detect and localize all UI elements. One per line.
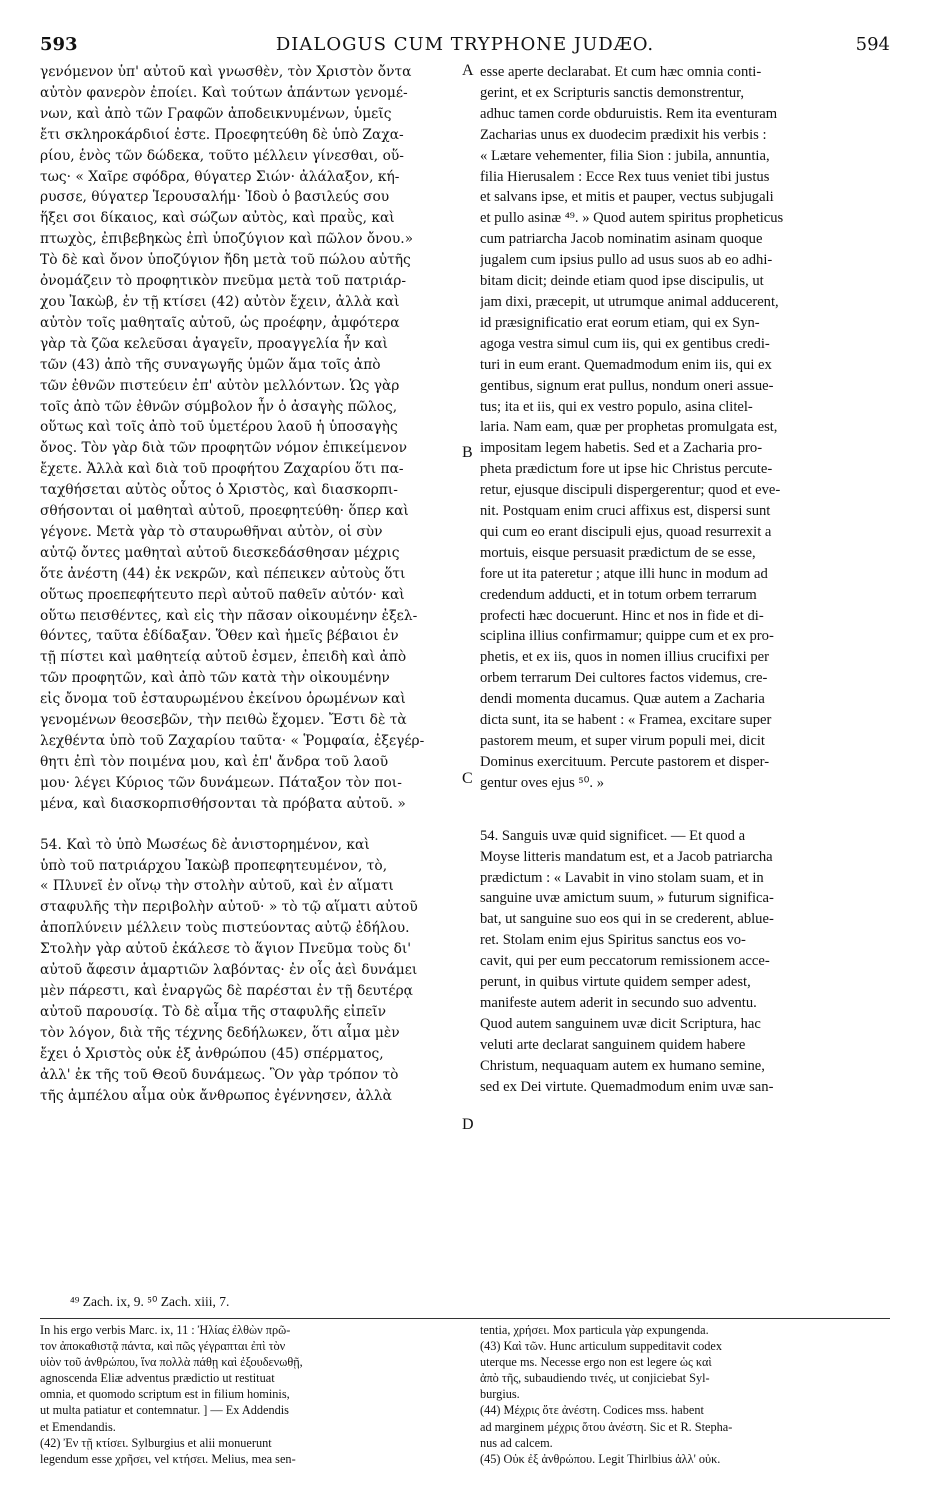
- page-number-left: 593: [40, 34, 78, 55]
- text-line: ἔχετε. Ἀλλὰ καὶ διὰ τοῦ προφήτου Ζαχαρίου ὅτι πα-: [40, 461, 404, 478]
- text-line: θόντες, ταῦτα ἐδίδαξαν. Ὅθεν καὶ ἡμεῖς βέβαιοι ἐν: [40, 628, 399, 645]
- text-line: et pullo asinæ ⁴⁹. » Quod autem spiritus propheticus: [480, 210, 784, 227]
- text-line: « Πλυνεῖ ἐν οἴνῳ τὴν στολὴν αὐτοῦ, καὶ ἐν αἵματι: [40, 878, 394, 895]
- text-line: phetis, et ex iis, quos in nomen illius crucifixi per: [480, 649, 769, 666]
- text-line: ἥξει σοι δίκαιος, καὶ σώζων αὐτὸς, καὶ πραῢς, καὶ: [40, 210, 395, 227]
- text-line: nit. Postquam enim cruci affixus est, dispersi sunt: [480, 503, 771, 520]
- text-line: pastorem meum, et super virum populi mei, dicit: [480, 733, 765, 749]
- text-line: id præsignificatio erat eorum etiam, qui ex Syn-: [480, 314, 760, 331]
- text-line: (44) Μέχρις ὅτε ἀνέστη. Codices mss. habent: [480, 1403, 704, 1418]
- text-line: omnia, et quomodo scriptum est in filium hominis,: [40, 1387, 290, 1402]
- margin-marker-c: C: [462, 770, 473, 787]
- margin-marker-b: B: [462, 444, 473, 461]
- text-line: gentibus, signum erat pullus, nondum oneri assue-: [480, 377, 774, 394]
- text-line: σταφυλῆς τὴν περιβολὴν αὐτοῦ· » τὸ τῷ αἵματι αὐτοῦ: [40, 899, 418, 916]
- text-line: τὸν λόγον, διὰ τῆς τέχνης δεδήλωκεν, ὅτι αἷμα μὲν: [40, 1024, 400, 1041]
- text-line: ρίου, ἑνὸς τῶν δώδεκα, τοῦτο μέλλειν γίνεσθαι, οὕ-: [40, 147, 404, 164]
- text-line: Quod autem sanguinem uvæ dicit Scriptura, hac: [480, 1015, 761, 1032]
- text-line: ἔτι σκληροκάρδιοί ἐστε. Προεφητεύθη δὲ ὑπὸ Ζαχα-: [40, 126, 404, 143]
- text-line: sed ex Dei virtute. Quemadmodum enim uvæ san-: [480, 1078, 774, 1095]
- text-line: αὐτοῦ ἄφεσιν ἁμαρτιῶν λαβόντας· ἐν οἷς ἀεὶ δυνάμει: [40, 962, 418, 979]
- text-line: perunt, in quibus virtute quidem semper adest,: [480, 974, 751, 991]
- text-line: ὄνος. Τὸν γὰρ διὰ τῶν προφητῶν νόμον ἐπικείμενον: [40, 440, 407, 457]
- text-line: τῆς ἀμπέλου αἷμα οὐκ ἄνθρωπος ἐγέννησεν, ἀλλὰ: [40, 1087, 392, 1104]
- latin-column: [480, 62, 890, 1098]
- text-line: αὐτὸν τοῖς μαθηταῖς αὐτοῦ, ὡς προέφην, ἀμφότερα: [40, 314, 400, 331]
- text-line: jugalem cum ipsius pullo ad usus suos ab eo adhi-: [480, 252, 773, 269]
- text-line: ρυσσε, θύγατερ Ἱερουσαλήμ· Ἰδοὺ ὁ βασιλεύς σου: [40, 189, 390, 206]
- text-line: retur, ejusque discipuli dispergerentur; quod et eve-: [480, 482, 781, 499]
- text-line: τως· « Χαῖρε σφόδρα, θύγατερ Σιών· ἀλάλαξον, κή-: [40, 168, 400, 185]
- scripture-footnotes: ⁴⁹ Zach. ix, 9. ⁵⁰ Zach. xiii, 7.: [70, 1294, 230, 1309]
- text-line: ὅτε ἀνέστη (44) ἐκ νεκρῶν, καὶ πέπεικεν αὐτοὺς ὅτι: [40, 565, 406, 582]
- text-line: credendum adducti, et in totum orbem terrarum: [480, 586, 757, 603]
- text-line: agoga vestra simul cum iis, qui ex gentibus credi-: [480, 335, 770, 352]
- text-line: γενομένων θεοσεβῶν, τὴν πειθὼ ἔχομεν. Ἔστι δὲ τὰ: [40, 712, 407, 729]
- text-line: τῶν προφητῶν, καὶ ἀπὸ τῶν κατὰ τὴν οἰκουμένην: [40, 670, 390, 687]
- text-line: 54. Καὶ τὸ ὑπὸ Μωσέως δὲ ἀνιστορημένον, καὶ: [40, 836, 370, 853]
- editorial-notes-right: [480, 1322, 890, 1467]
- text-line: (43) Καὶ τῶν. Hunc articulum suppeditavit codex: [480, 1339, 723, 1354]
- text-line: τῶν ἐθνῶν πιστεύειν ἐπ' αὐτὸν μελλόντων. Ὡς γὰρ: [40, 377, 400, 394]
- text-line: Moyse litteris mandatum est, et a Jacob patriarcha: [480, 848, 773, 865]
- text-line: οὕτω πεισθέντες, καὶ εἰς τὴν πᾶσαν οἰκουμένην ἐξελ-: [40, 607, 418, 624]
- page-header: [40, 34, 890, 60]
- text-line: jam dixi, præcepit, ut utrumque animal adducerent,: [480, 293, 779, 310]
- text-line: χου Ἰακὼβ, ἐν τῇ κτίσει (42) αὐτὸν ἔχειν, ἀλλὰ καὶ: [40, 293, 400, 310]
- text-line: γέγονε. Μετὰ γὰρ τὸ σταυρωθῆναι αὐτὸν, οἱ σὺν: [40, 523, 383, 540]
- text-line: qui cum eo erant discipuli ejus, quoad resurrexit a: [480, 523, 772, 540]
- text-line: αὐτὸν φανερὸν ἐποίει. Καὶ τούτων ἁπάντων γενομέ-: [40, 84, 408, 101]
- text-line: ἀλλ' ἐκ τῆς τοῦ Θεοῦ δυνάμεως. Ὃν γὰρ τρόπον τὸ: [40, 1066, 399, 1083]
- text-line: adhuc tamen corde obduruistis. Rem ita eventuram: [480, 105, 778, 122]
- text-line: burgius.: [480, 1387, 520, 1402]
- greek-column: [40, 62, 458, 1106]
- text-line: ἔχει ὁ Χριστὸς οὐκ ἐξ ἀνθρώπου (45) σπέρματος,: [40, 1045, 384, 1062]
- text-line: ὑπὸ τοῦ πατριάρχου Ἰακὼβ προπεφητευμένον, τὸ,: [40, 857, 388, 874]
- text-line: θητι ἐπὶ τὸν ποιμένα μου, καὶ ἐπ' ἄνδρα τοῦ λαοῦ: [40, 753, 389, 770]
- text-line: tentia, χρήσει. Mox particula γὰρ expungenda.: [480, 1323, 709, 1337]
- text-line: pheta prædictum fore ut ipse hic Christus percute-: [480, 461, 773, 478]
- text-line: gentur oves ejus ⁵⁰. »: [480, 774, 605, 791]
- text-line: σθήσονται οἱ μαθηταὶ αὐτοῦ, προεφητεύθη· ὅπερ καὶ: [40, 503, 409, 520]
- text-line: πτωχὸς, ἐπιβεβηκὼς ἐπὶ ὑποζύγιον καὶ πῶλον ὄνου.»: [40, 231, 414, 248]
- text-line: agnoscenda Eliæ adventus prædictio ut restituat: [40, 1371, 275, 1386]
- text-line: (42) Ἐν τῇ κτίσει. Sylburgius et alii monuerunt: [40, 1435, 272, 1450]
- text-line: Στολὴν γὰρ αὐτοῦ ἐκάλεσε τὸ ἅγιον Πνεῦμα τοὺς δι': [40, 941, 412, 958]
- text-line: μου· λέγει Κύριος τῶν δυνάμεων. Πάταξον τὸν ποι-: [40, 774, 402, 791]
- text-line: οὕτως προεπεφήτευτο περὶ αὐτοῦ παθεῖν αὐτόν· καὶ: [40, 586, 405, 603]
- text-line: cum patriarcha Jacob nominatim asinam quoque: [480, 231, 763, 248]
- text-line: bat, ut sanguine suo eos qui in se crederent, ablue-: [480, 911, 774, 928]
- text-line: ut multa patiatur et contemnatur. ] — Ex Addendis: [40, 1403, 289, 1418]
- text-line: legendum esse χρῆσει, vel κτήσει. Melius, mea sen-: [40, 1451, 296, 1466]
- text-line: ret. Stolam enim ejus Spiritus sanctus eos vo-: [480, 932, 746, 949]
- text-line: dendi momenta ducamus. Quæ autem a Zacharia: [480, 691, 765, 708]
- text-line: Zacharias unus ex duodecim prædixit his verbis :: [480, 126, 767, 143]
- text-line: ad marginem μέχρις ὅτου ἀνέστη. Sic et R. Stepha-: [480, 1419, 733, 1434]
- text-line: profecti hæc docuerunt. Hinc et nos in fide et di-: [480, 607, 764, 624]
- text-line: υἱὸν τοῦ ἀνθρώπου, ἵνα πολλὰ πάθῃ καὶ ἐξουδενωθῇ,: [40, 1355, 303, 1370]
- text-line: manifeste autem aderit in secundo suo adventu.: [480, 994, 757, 1011]
- latin-section-53: [480, 62, 890, 794]
- text-line: nus ad calcem.: [480, 1435, 553, 1450]
- text-line: οὕτως καὶ τοῖς ἀπὸ τοῦ ὑμετέρου λαοῦ ἡ ὑποσαγὴς: [40, 419, 398, 436]
- text-line: εἰς ὄνομα τοῦ ἐσταυρωμένου ἐκείνου ὁρωμένων καὶ: [40, 691, 406, 708]
- text-line: veluti arte declarat sanguinem quidem habere: [480, 1036, 746, 1053]
- page-number-right: 594: [855, 34, 890, 55]
- text-line: et salvans ipse, et mitis et pauper, vectus subjugali: [480, 189, 774, 206]
- text-line: γὰρ τὰ ζῶα κελεῦσαι ἀγαγεῖν, προαγγελία ἦν καὶ: [40, 335, 388, 352]
- running-title: DIALOGUS CUM TRYPHONE JUDÆO.: [275, 34, 655, 55]
- greek-section-54: [40, 835, 458, 1107]
- margin-marker-d: D: [462, 1116, 474, 1133]
- text-line: In his ergo verbis Marc. ix, 11 : Ἠλίας ἐλθὼν πρῶ-: [40, 1323, 291, 1337]
- text-line: gerint, et ex Scripturis sanctis demonstrentur,: [480, 84, 745, 101]
- footnote-divider: [40, 1318, 890, 1319]
- greek-section-53: [40, 62, 458, 815]
- text-line: 54. Sanguis uvæ quid significet. — Et quod a: [480, 827, 746, 844]
- text-line: ταχθήσεται αὐτὸς οὗτος ὁ Χριστὸς, καὶ διασκορπι-: [40, 482, 398, 499]
- text-line: τῶν (43) ἀπὸ τῆς συναγωγῆς ὑμῶν ἅμα τοῖς ἀπὸ: [40, 356, 381, 373]
- text-line: tus; ita et iis, qui ex vestro populo, asina clitel-: [480, 398, 753, 415]
- text-line: ἀπὸ τῆς, subaudiendo τινές, ut conjiciebat Syl-: [480, 1371, 710, 1386]
- text-line: Christum, nequaquam autem ex humano semine,: [480, 1057, 765, 1074]
- latin-section-54: [480, 826, 890, 1098]
- editorial-notes-left: [40, 1322, 458, 1467]
- text-line: mortuis, eisque persuasit prædictum de se esse,: [480, 544, 756, 561]
- text-line: uterque ms. Necesse ergo non est legere ὡς καὶ: [480, 1355, 712, 1370]
- text-line: (45) Οὐκ ἐξ ἀνθρώπου. Legit Thirlbius ἀλλ' οὐκ.: [480, 1451, 721, 1466]
- text-line: bitam dicit; deinde etiam quod ipse discipulis, ut: [480, 273, 764, 290]
- text-line: cavit, qui per eum peccatorum remissionem acce-: [480, 953, 770, 970]
- margin-marker-a: A: [462, 62, 474, 79]
- text-line: laria. Nam eam, quæ per prophetas promulgata est,: [480, 419, 778, 436]
- text-line: orbem terrarum Dei cultores factos videmus, cre-: [480, 670, 768, 687]
- text-line: μὲν πάρεστι, καὶ ἐναργῶς δὲ παρέσται ἐν τῇ δευτέρᾳ: [40, 982, 413, 999]
- text-line: sciplina illius confirmamur; quippe cum et ex pro-: [480, 628, 774, 645]
- text-line: αὐτῷ ὄντες μαθηταὶ αὐτοῦ διεσκεδάσθησαν μέχρις: [40, 544, 400, 561]
- text-line: γενόμενον ὑπ' αὐτοῦ καὶ γνωσθὲν, τὸν Χριστὸν ὄντα: [40, 64, 412, 80]
- text-line: νων, καὶ ἀπὸ τῶν Γραφῶν ἀποδεικνυμένων, ὑμεῖς: [40, 105, 392, 122]
- text-line: dicta sunt, ita se habent : « Framea, excitare super: [480, 712, 772, 729]
- text-line: esse aperte declarabat. Et cum hæc omnia conti-: [480, 64, 762, 80]
- text-line: « Lætare vehementer, filia Sion : jubila, annuntia,: [480, 147, 770, 164]
- text-line: μένα, καὶ διασκορπισθήσονται τὰ πρόβατα αὐτοῦ. »: [40, 795, 406, 812]
- text-line: αὐτοῦ παρουσίᾳ. Τὸ δὲ αἷμα τῆς σταφυλῆς εἰπεῖν: [40, 1003, 387, 1020]
- text-line: prædictum : « Lavabit in vino stolam suam, et in: [480, 869, 764, 886]
- text-line: filia Hierusalem : Ecce Rex tuus veniet tibi justus: [480, 168, 770, 185]
- text-line: impositam legem habetis. Sed et a Zacharia pro-: [480, 440, 763, 457]
- text-line: ὀνομάζειν τὸ προφητικὸν πνεῦμα μετὰ τοῦ πατριάρ-: [40, 273, 407, 290]
- text-line: λεχθέντα ὑπὸ τοῦ Ζαχαρίου ταῦτα· « Ῥομφαία, ἐξεγέρ-: [40, 733, 425, 749]
- text-line: fore ut ita pateretur ; atque illi hunc in modum ad: [480, 565, 768, 582]
- text-line: sanguine uvæ amictum suum, » futurum significa-: [480, 890, 774, 907]
- text-line: Dominus exercituum. Percute pastorem et disper-: [480, 753, 770, 770]
- text-line: et Emendandis.: [40, 1419, 116, 1434]
- text-line: turi in eum erant. Quemadmodum enim iis, qui ex: [480, 356, 772, 373]
- text-line: τῇ πίστει καὶ μαθητείᾳ αὐτοῦ ἐσμεν, ἐπειδὴ καὶ ἀπὸ: [40, 649, 407, 666]
- text-line: τοῖς ἀπὸ τῶν ἐθνῶν σύμβολον ἦν ὁ ἀσαγὴς πῶλος,: [40, 398, 398, 415]
- text-line: τον ἀποκαθιστᾷ πάντα, καὶ πῶς γέγραπται ἐπὶ τὸν: [40, 1339, 286, 1354]
- text-line: Τὸ δὲ καὶ ὄνον ὑποζύγιον ἤδη μετὰ τοῦ πώλου αὐτῆς: [40, 252, 411, 269]
- text-line: ἀποπλύνειν μέλλειν τοὺς πιστεύοντας αὐτῷ ἐδήλου.: [40, 920, 410, 937]
